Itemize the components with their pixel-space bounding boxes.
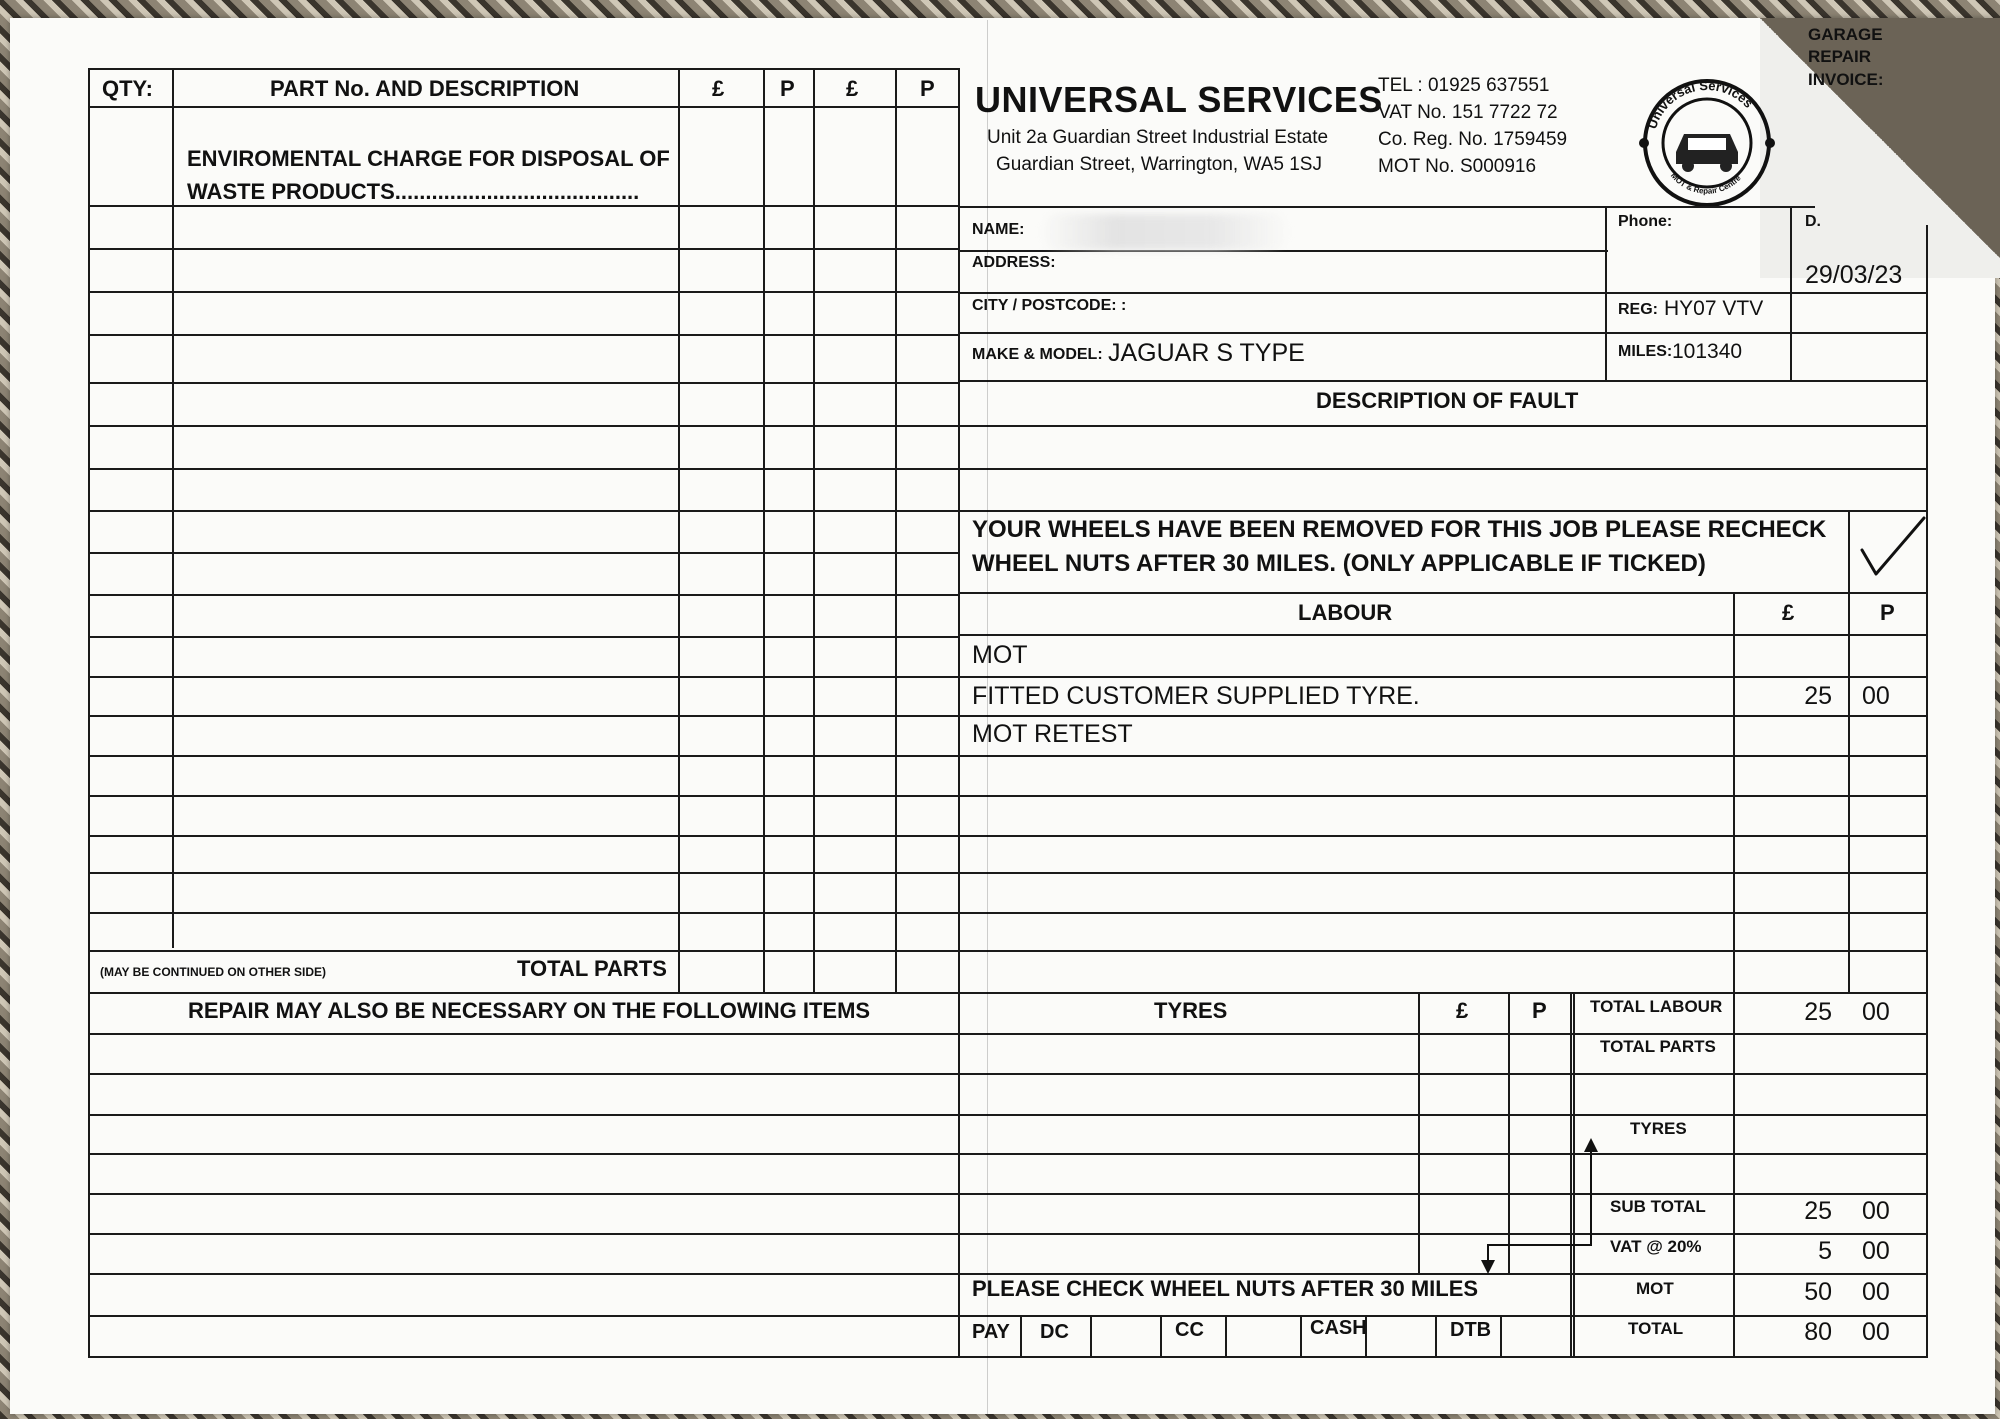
tyres-header: TYRES	[1154, 998, 1228, 1023]
part-description-header: PART No. AND DESCRIPTION	[270, 76, 580, 101]
wheels-checkmark-icon	[1858, 512, 1928, 582]
total-pence: 00	[1862, 1318, 1890, 1346]
parts-pence-header-2: P	[920, 76, 935, 101]
labour-pence-header: P	[1880, 600, 1895, 625]
logo-subtext: MOT & Repair Centre	[1668, 171, 1743, 196]
labour-item-desc: MOT	[972, 641, 1028, 669]
sub-total-pence: 00	[1862, 1197, 1890, 1225]
svg-text:MOT & Repair Centre	[1669, 171, 1743, 196]
totals-parts-label: TOTAL PARTS	[1600, 1037, 1716, 1056]
company-reg-no: Co. Reg. No. 1759459	[1378, 129, 1568, 150]
enviro-charge-line1: ENVIROMENTAL CHARGE FOR DISPOSAL OF	[187, 146, 670, 171]
city-postcode-label: CITY / POSTCODE: :	[972, 297, 1127, 314]
paper-fold-line	[987, 20, 988, 1414]
vat-pence: 00	[1862, 1237, 1890, 1265]
name-label: NAME:	[972, 221, 1025, 238]
fault-header: DESCRIPTION OF FAULT	[1316, 388, 1579, 413]
wheel-nuts-note: PLEASE CHECK WHEEL NUTS AFTER 30 MILES	[972, 1276, 1479, 1301]
mot-pence: 00	[1862, 1278, 1890, 1306]
payment-dc: DC	[1040, 1321, 1069, 1343]
parts-pence-header: P	[780, 76, 795, 101]
reg-label: REG:	[1618, 301, 1658, 318]
company-address-line1: Unit 2a Guardian Street Industrial Estate	[987, 127, 1329, 148]
company-address-line2: Guardian Street, Warrington, WA5 1SJ	[996, 154, 1322, 175]
labour-item-desc: MOT RETEST	[972, 720, 1133, 748]
total-pounds: 80	[1804, 1318, 1832, 1346]
parts-pound-header-2: £	[846, 76, 859, 101]
miles-value: 101340	[1672, 340, 1743, 363]
total-label: TOTAL	[1628, 1319, 1684, 1338]
date-value: 29/03/23	[1805, 261, 1903, 289]
date-label: D.	[1805, 213, 1821, 230]
labour-item-desc: FITTED CUSTOMER SUPPLIED TYRE.	[972, 682, 1420, 710]
mot-pounds: 50	[1804, 1278, 1832, 1306]
company-vat: VAT No. 151 7722 72	[1378, 102, 1558, 123]
redacted-name	[1040, 214, 1290, 250]
parts-pound-header: £	[712, 76, 725, 101]
company-tel: TEL : 01925 637551	[1378, 75, 1550, 96]
corner-text-invoice: INVOICE:	[1808, 70, 1884, 89]
corner-text-garage: GARAGE	[1808, 25, 1883, 44]
repair-note: REPAIR MAY ALSO BE NECESSARY ON THE FOLLOWING ITEMS	[188, 998, 871, 1023]
phone-label: Phone:	[1618, 213, 1673, 230]
total-parts-label: TOTAL PARTS	[517, 956, 667, 981]
miles-label: MILES:	[1618, 343, 1673, 360]
totals-tyres-label: TYRES	[1630, 1119, 1687, 1138]
total-labour-label: TOTAL LABOUR	[1590, 997, 1723, 1016]
labour-header: LABOUR	[1298, 600, 1393, 625]
qty-header: QTY:	[102, 76, 153, 101]
make-model-value: JAGUAR S TYPE	[1108, 339, 1305, 367]
total-labour-pounds: 25	[1804, 998, 1832, 1026]
enviro-charge-line2: WASTE PRODUCTS........................................	[187, 179, 640, 204]
company-logo	[1636, 72, 1778, 214]
mot-label: MOT	[1636, 1279, 1674, 1298]
tyres-pound-header: £	[1456, 998, 1469, 1023]
sub-total-label: SUB TOTAL	[1610, 1197, 1706, 1216]
sub-total-pounds: 25	[1804, 1197, 1832, 1225]
payment-cc: CC	[1175, 1319, 1204, 1341]
labour-item-pounds: 25	[1804, 682, 1832, 710]
logo-text: Universal Services	[1644, 77, 1757, 131]
continued-note: (MAY BE CONTINUED ON OTHER SIDE)	[100, 965, 327, 979]
company-mot-no: MOT No. S000916	[1378, 156, 1537, 177]
labour-item-pence: 00	[1862, 682, 1890, 710]
folded-corner	[1760, 18, 2000, 278]
vat-pounds: 5	[1818, 1237, 1832, 1265]
svg-text:Universal Services	[1644, 78, 1756, 131]
corner-text-repair: REPAIR	[1808, 47, 1871, 66]
wheels-warning-line2: WHEEL NUTS AFTER 30 MILES. (ONLY APPLICABLE IF TICKED)	[972, 550, 1706, 577]
payment-cash: CASH	[1310, 1317, 1367, 1339]
address-label: ADDRESS:	[972, 254, 1056, 271]
wheels-warning-line1: YOUR WHEELS HAVE BEEN REMOVED FOR THIS JOB PLEASE RECHECK	[972, 516, 1827, 543]
vat-label: VAT @ 20%	[1610, 1237, 1702, 1256]
payment-dtb: DTB	[1450, 1319, 1492, 1341]
tyres-pence-header: P	[1532, 998, 1547, 1023]
payment-pay: PAY	[972, 1321, 1010, 1343]
company-name: UNIVERSAL SERVICES	[975, 79, 1383, 120]
reg-value: HY07 VTV	[1664, 297, 1764, 320]
labour-pound-header: £	[1782, 600, 1795, 625]
total-labour-pence: 00	[1862, 998, 1890, 1026]
make-model-label: MAKE & MODEL:	[972, 346, 1103, 363]
handwritten-arrow-icon	[1470, 1128, 1610, 1274]
